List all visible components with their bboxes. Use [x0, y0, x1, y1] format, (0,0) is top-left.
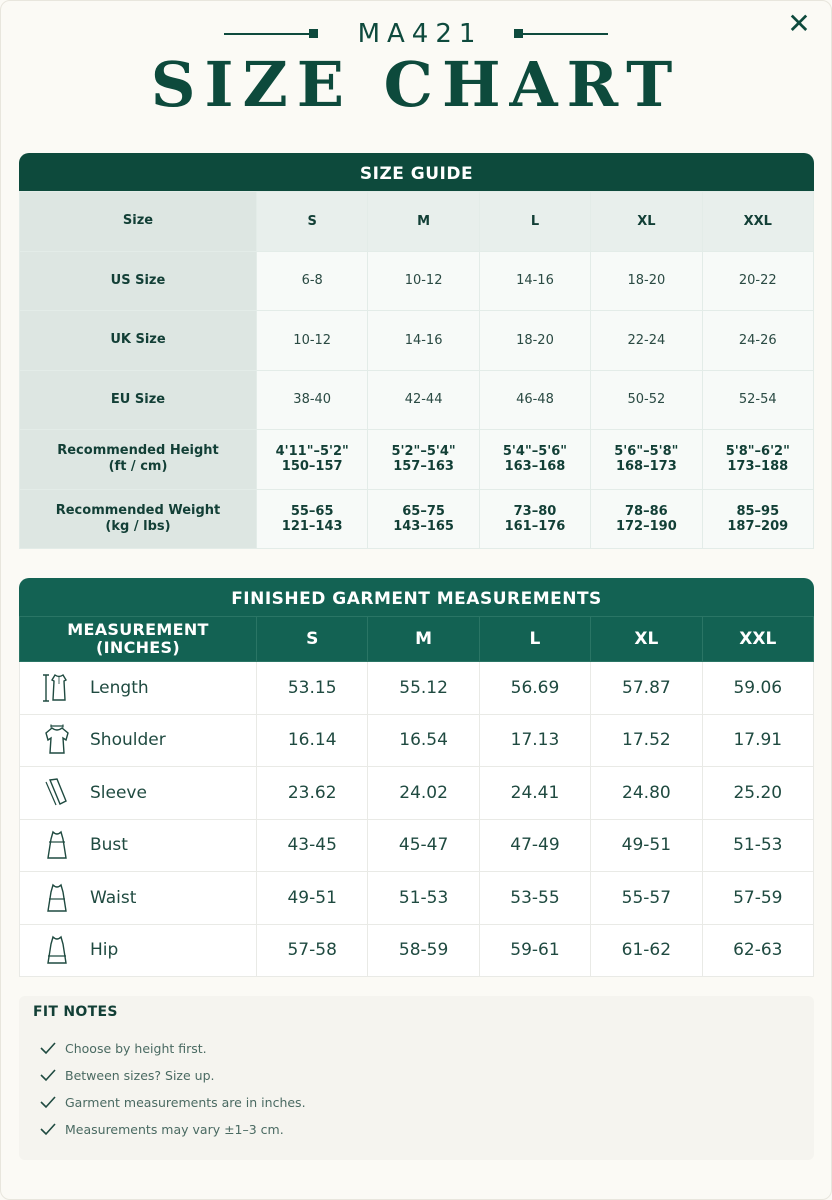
header: [0, 0, 832, 150]
row-label-eu: EU Size: [20, 370, 257, 430]
weight-lbs: 161–176: [504, 518, 566, 534]
table-cell: 10-12: [257, 311, 368, 371]
size-header-l: L: [479, 192, 590, 252]
measurement-name: [20, 767, 257, 820]
measurement-name: [20, 819, 257, 872]
measurement-label: Waist: [90, 887, 137, 908]
eu-size-row: [20, 370, 814, 430]
row-label-weight-line2: (kg / lbs): [105, 518, 171, 534]
table-cell: 20-22: [702, 251, 813, 311]
table-cell: 14-16: [368, 311, 479, 371]
table-cell: 59.06: [702, 662, 813, 715]
measurement-row-sleeve: [20, 767, 814, 820]
checkmark-icon: [39, 1041, 57, 1055]
table-cell: [591, 489, 702, 549]
table-cell: [368, 430, 479, 490]
table-cell: 51-53: [702, 819, 813, 872]
measurement-label: Length: [90, 677, 149, 698]
table-cell: [591, 430, 702, 490]
size-header-label: Size: [20, 192, 257, 252]
table-cell: 18-20: [479, 311, 590, 371]
size-header-xl: XL: [591, 192, 702, 252]
measurement-label: Sleeve: [90, 782, 147, 803]
table-cell: 24-26: [702, 311, 813, 371]
close-icon[interactable]: ✕: [787, 7, 811, 40]
weight-kg: 85–95: [736, 503, 780, 519]
measurement-name: [20, 872, 257, 925]
table-cell: 53-55: [479, 872, 590, 925]
measurement-row-shoulder: [20, 714, 814, 767]
measurement-row-bust: [20, 819, 814, 872]
table-cell: 47-49: [479, 819, 590, 872]
size-guide-title: SIZE GUIDE: [19, 153, 814, 191]
weight-lbs: 172–190: [615, 518, 677, 534]
height-ft: 4'11"–5'2": [275, 444, 349, 460]
size-header-s: S: [257, 192, 368, 252]
table-cell: 17.52: [591, 714, 702, 767]
checkmark-icon: [39, 1122, 57, 1136]
table-cell: 55.12: [368, 662, 479, 715]
table-cell: 22-24: [591, 311, 702, 371]
row-label-uk: UK Size: [20, 311, 257, 371]
table-cell: 57-58: [257, 924, 368, 977]
height-cm: 157–163: [393, 459, 454, 475]
table-cell: 24.80: [591, 767, 702, 820]
fit-note-item: [39, 1092, 306, 1112]
table-cell: 53.15: [257, 662, 368, 715]
measurement-header-xxl: XXL: [702, 617, 813, 662]
height-ft: 5'2"–5'4": [391, 444, 456, 460]
measurement-row-hip: [20, 924, 814, 977]
measurement-label: Shoulder: [90, 730, 166, 751]
dress-hip-icon: [42, 934, 72, 966]
fit-notes-panel: [19, 996, 814, 1160]
us-size-row: [20, 251, 814, 311]
measurement-row-length: [20, 662, 814, 715]
row-label-weight: [20, 489, 257, 549]
measurements-table: [19, 616, 814, 977]
measurement-header-s: S: [257, 617, 368, 662]
fit-note-item: [39, 1065, 215, 1085]
weight-kg: 55–65: [290, 503, 334, 519]
fit-note-item: [39, 1038, 207, 1058]
row-label-height-line1: Recommended Height: [57, 443, 219, 459]
table-cell: [702, 430, 813, 490]
table-cell: 62-63: [702, 924, 813, 977]
measurement-header-xl: XL: [591, 617, 702, 662]
table-cell: 17.13: [479, 714, 590, 767]
row-label-height: [20, 430, 257, 490]
row-label-height-line2: (ft / cm): [108, 459, 168, 475]
page-title: SIZE CHART: [150, 48, 682, 121]
row-label-us: US Size: [20, 251, 257, 311]
fit-notes-title: FIT NOTES: [33, 1004, 118, 1020]
fit-note-text: Choose by height first.: [65, 1040, 207, 1056]
checkmark-icon: [39, 1095, 57, 1109]
table-cell: 18-20: [591, 251, 702, 311]
table-cell: [479, 489, 590, 549]
table-cell: 42-44: [368, 370, 479, 430]
uk-size-row: [20, 311, 814, 371]
measurement-name: [20, 714, 257, 767]
measurement-name: [20, 924, 257, 977]
measurements-title: FINISHED GARMENT MEASUREMENTS: [19, 578, 814, 616]
table-cell: 51-53: [368, 872, 479, 925]
table-cell: 52-54: [702, 370, 813, 430]
table-cell: [257, 430, 368, 490]
decorative-rule-left: [224, 33, 316, 35]
size-header-m: M: [368, 192, 479, 252]
height-ft: 5'4"–5'6": [502, 444, 568, 460]
measurement-header-l: L: [479, 617, 590, 662]
size-header-xxl: XXL: [702, 192, 813, 252]
fit-note-text: Measurements may vary ±1–3 cm.: [65, 1121, 284, 1137]
table-cell: 24.02: [368, 767, 479, 820]
fit-note-text: Between sizes? Size up.: [65, 1067, 215, 1083]
table-cell: [479, 430, 590, 490]
table-cell: 49-51: [257, 872, 368, 925]
measurement-header-line2: (INCHES): [96, 638, 180, 657]
weight-lbs: 143–165: [393, 518, 454, 534]
table-cell: 57.87: [591, 662, 702, 715]
measurement-header-label: [20, 617, 257, 662]
height-ft: 5'8"–6'2": [725, 444, 790, 460]
table-cell: 14-16: [479, 251, 590, 311]
table-cell: [368, 489, 479, 549]
checkmark-icon: [39, 1068, 57, 1082]
measurement-header-line1: MEASUREMENT: [67, 620, 209, 639]
dress-shoulder-icon: [42, 724, 72, 756]
table-cell: 49-51: [591, 819, 702, 872]
dress-bust-icon: [42, 829, 72, 861]
table-cell: 61-62: [591, 924, 702, 977]
size-guide-table: [19, 191, 814, 549]
table-cell: 57-59: [702, 872, 813, 925]
table-cell: 17.91: [702, 714, 813, 767]
measurement-label: Bust: [90, 835, 128, 856]
table-cell: 16.54: [368, 714, 479, 767]
height-ft: 5'6"–5'8": [614, 444, 679, 460]
table-cell: 58-59: [368, 924, 479, 977]
table-cell: 25.20: [702, 767, 813, 820]
fit-note-text: Garment measurements are in inches.: [65, 1094, 306, 1110]
dress-length-icon: [42, 672, 72, 704]
size-guide-header-row: [20, 192, 814, 252]
table-cell: 59-61: [479, 924, 590, 977]
measurements-header-row: [20, 617, 814, 662]
recommended-height-row: [20, 430, 814, 490]
weight-kg: 78–86: [625, 503, 668, 519]
height-cm: 168–173: [615, 459, 677, 475]
table-cell: [257, 489, 368, 549]
table-cell: 56.69: [479, 662, 590, 715]
row-label-weight-line1: Recommended Weight: [55, 502, 221, 518]
table-cell: 24.41: [479, 767, 590, 820]
height-cm: 150–157: [281, 459, 343, 475]
height-cm: 173–188: [727, 459, 789, 475]
fit-note-item: [39, 1119, 284, 1139]
weight-kg: 65–75: [402, 503, 445, 519]
measurement-name: [20, 662, 257, 715]
table-cell: 45-47: [368, 819, 479, 872]
table-cell: 23.62: [257, 767, 368, 820]
measurement-header-m: M: [368, 617, 479, 662]
table-cell: 43-45: [257, 819, 368, 872]
table-cell: 50-52: [591, 370, 702, 430]
table-cell: 16.14: [257, 714, 368, 767]
measurement-label: Hip: [90, 940, 119, 961]
height-cm: 163–168: [504, 459, 566, 475]
table-cell: 46-48: [479, 370, 590, 430]
table-cell: 38-40: [257, 370, 368, 430]
table-cell: 10-12: [368, 251, 479, 311]
weight-lbs: 121–143: [281, 518, 343, 534]
dress-waist-icon: [42, 882, 72, 914]
product-code-row: [0, 18, 832, 50]
product-code: MA421: [357, 19, 483, 49]
close-button[interactable]: [786, 7, 812, 40]
sleeve-icon: [42, 777, 72, 809]
measurement-row-waist: [20, 872, 814, 925]
table-cell: 6-8: [257, 251, 368, 311]
weight-kg: 73–80: [513, 503, 557, 519]
recommended-weight-row: [20, 489, 814, 549]
weight-lbs: 187–209: [727, 518, 789, 534]
table-cell: 55-57: [591, 872, 702, 925]
decorative-rule-right: [516, 33, 608, 35]
table-cell: [702, 489, 813, 549]
